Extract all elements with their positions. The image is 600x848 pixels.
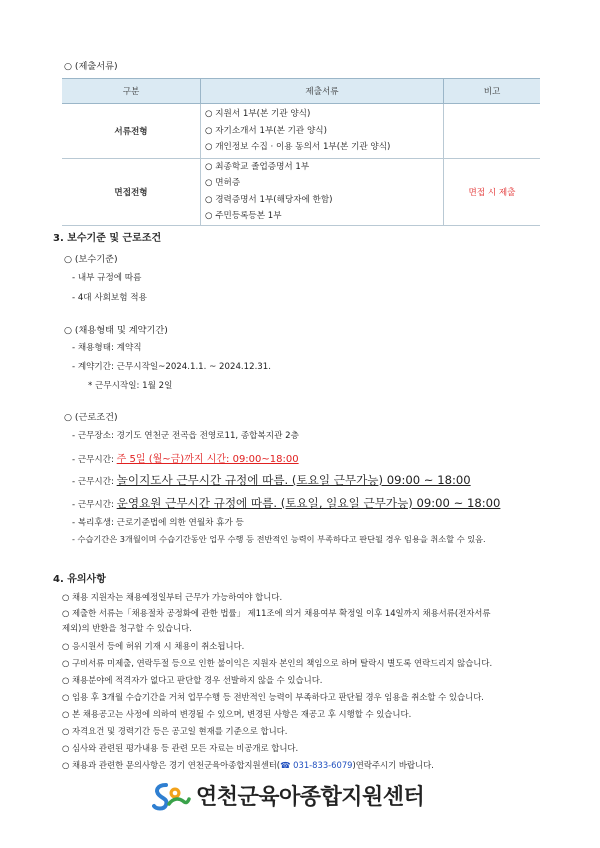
work-place: - 근무장소: 경기도 연천군 전곡읍 전영로11, 종합복지관 2층	[72, 431, 299, 441]
table-row	[62, 104, 540, 159]
pay-item: - 4대 사회보험 적용	[72, 293, 147, 303]
doc-item: ○ 자기소개서 1부(본 기관 양식)	[205, 125, 327, 136]
employment-heading: ○ (채용형태 및 계약기간)	[64, 325, 168, 336]
welfare: - 복리후생: 근로기준법에 의한 연월차 휴가 등	[72, 518, 244, 528]
doc-item: ○ 최종학교 졸업증명서 1부	[205, 161, 310, 172]
submission-table	[62, 78, 540, 226]
work-hours-label: - 근무시간:	[72, 500, 117, 510]
employment-note: * 근무시작일: 1월 2일	[88, 381, 173, 391]
contact-text: )연락주시기 바랍니다.	[352, 760, 434, 770]
work-hours-2	[72, 469, 471, 488]
employment-item: - 계약기간: 근무시작일~2024.1.1. ~ 2024.12.31.	[72, 362, 271, 372]
row-note: 면접 시 제출	[444, 158, 541, 225]
pay-heading: ○ (보수기준)	[64, 254, 118, 265]
row-docs	[201, 104, 444, 159]
submission-heading: ○ (제출서류)	[64, 61, 118, 72]
notice-item: ○ 심사와 관련된 평가내용 등 관련 모든 자료는 비공개로 합니다.	[62, 743, 299, 753]
doc-item: ○ 지원서 1부(본 기관 양식)	[205, 109, 311, 119]
section4-title: 4. 유의사항	[53, 574, 106, 585]
notice-item: ○ 구비서류 미제출, 연락두절 등으로 인한 불이익은 지원자 본인의 책임으로 하며 탈락시 별도록 연락드리지 않습니다.	[62, 658, 493, 668]
probation: - 수습기간은 3개월이며 수습기간동안 업무 수행 등 전반적인 능력이 부족하다고 판단될 경우 임용을 취소할 수 있음.	[72, 534, 486, 544]
table-header-category: 구분	[62, 79, 201, 104]
doc-item: ○ 면허증	[205, 178, 241, 188]
section3-title: 3. 보수기준 및 근로조건	[53, 233, 162, 244]
notice-item: ○ 채용분야에 적격자가 없다고 판단할 경우 선발하지 않을 수 있습니다.	[62, 675, 323, 685]
notice-item: ○ 제출한 서류는「채용절차 공정화에 관한 법률」 제11조에 의거 채용여부 확정일 이후 14일까지 채용서류(전자서류	[62, 608, 491, 618]
conditions-heading: ○ (근로조건)	[64, 412, 118, 423]
notice-item: ○ 임용 후 3개월 수습기간을 거쳐 업무수행 등 전반적인 능력이 부족하다고 판단될 경우 임용을 취소할 수 있습니다.	[62, 692, 484, 702]
table-header-docs: 제출서류	[201, 79, 444, 104]
notice-contact	[62, 759, 434, 771]
table-header-note: 비고	[444, 79, 541, 104]
doc-item: ○ 개인정보 수집 · 이용 동의서 1부(본 기관 양식)	[205, 142, 391, 152]
work-hours-3	[72, 492, 500, 511]
contact-phone: ☎ 031-833-6079	[280, 760, 353, 770]
notice-item: ○ 채용 지원자는 채용예정일부터 근무가 가능하여야 합니다.	[62, 592, 283, 602]
doc-item: ○ 주민등록등본 1부	[205, 211, 282, 221]
row-category: 서류전형	[62, 104, 201, 159]
row-docs	[201, 158, 444, 225]
work-hours-label: - 근무시간:	[72, 455, 117, 465]
work-hours-value: 놀이지도사 근무시간 규정에 따름. (토요일 근무가능) 09:00 ~ 18:00	[116, 473, 471, 487]
employment-item: - 채용형태: 계약직	[72, 343, 142, 353]
notice-item: 제외)의 반환을 청구할 수 있습니다.	[62, 623, 192, 633]
work-hours-value: 주 5일 (월~금)까지 시간: 09:00~18:00	[116, 454, 299, 465]
work-hours-1	[72, 447, 299, 466]
work-hours-label: - 근무시간:	[72, 477, 117, 487]
contact-text: ○ 채용과 관련한 문의사항은 경기 연천군육아종합지원센터(	[62, 760, 281, 770]
org-name: 연천군육아종합지원센터	[196, 785, 425, 810]
doc-item: ○ 경력증명서 1부(해당자에 한함)	[205, 194, 333, 205]
row-note	[444, 104, 541, 159]
notice-item: ○ 본 채용공고는 사정에 의하여 변경될 수 있으며, 변경된 사항은 재공고 후 시행할 수 있습니다.	[62, 709, 412, 719]
org-logo-icon	[152, 782, 192, 812]
notice-item: ○ 자격요건 및 경력기간 등은 공고일 현재를 기준으로 합니다.	[62, 726, 288, 736]
table-row	[62, 158, 540, 225]
notice-item: ○ 응시원서 등에 허위 기재 시 채용이 취소됩니다.	[62, 641, 245, 651]
row-category: 면접전형	[62, 158, 201, 225]
pay-item: - 내부 규정에 따름	[72, 273, 142, 283]
work-hours-value: 운영요원 근무시간 규정에 따름. (토요일, 일요일 근무가능) 09:00 ~ 18:00	[116, 496, 501, 510]
